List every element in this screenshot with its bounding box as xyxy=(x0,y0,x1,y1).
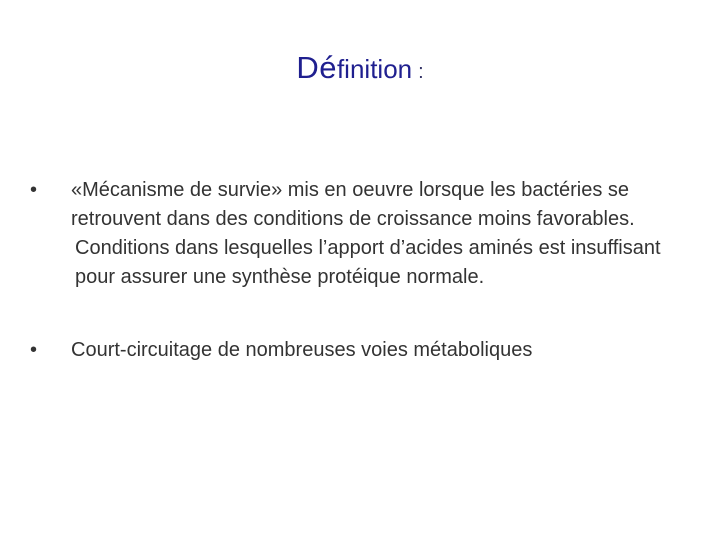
list-item xyxy=(30,336,700,365)
bullet-icon: • xyxy=(30,339,38,361)
bullet-continuation: Conditions dans lesquelles l’apport d’acides aminés est insuffisant pour assurer une synthèse protéique normale. xyxy=(75,237,661,288)
title-colon: : xyxy=(418,61,424,83)
bullet-list xyxy=(30,176,700,365)
slide-title xyxy=(0,50,720,86)
title-text: finition xyxy=(336,54,413,84)
bullet-text: «Mécanisme de survie» mis en oeuvre lorsque les bactéries se retrouvent dans des conditions de croissance moins favorables. xyxy=(71,179,635,230)
title-accent: Dé xyxy=(296,50,337,85)
bullet-text: Court-circuitage de nombreuses voies métaboliques xyxy=(71,339,533,361)
bullet-icon: • xyxy=(30,179,38,201)
list-item xyxy=(30,176,700,292)
